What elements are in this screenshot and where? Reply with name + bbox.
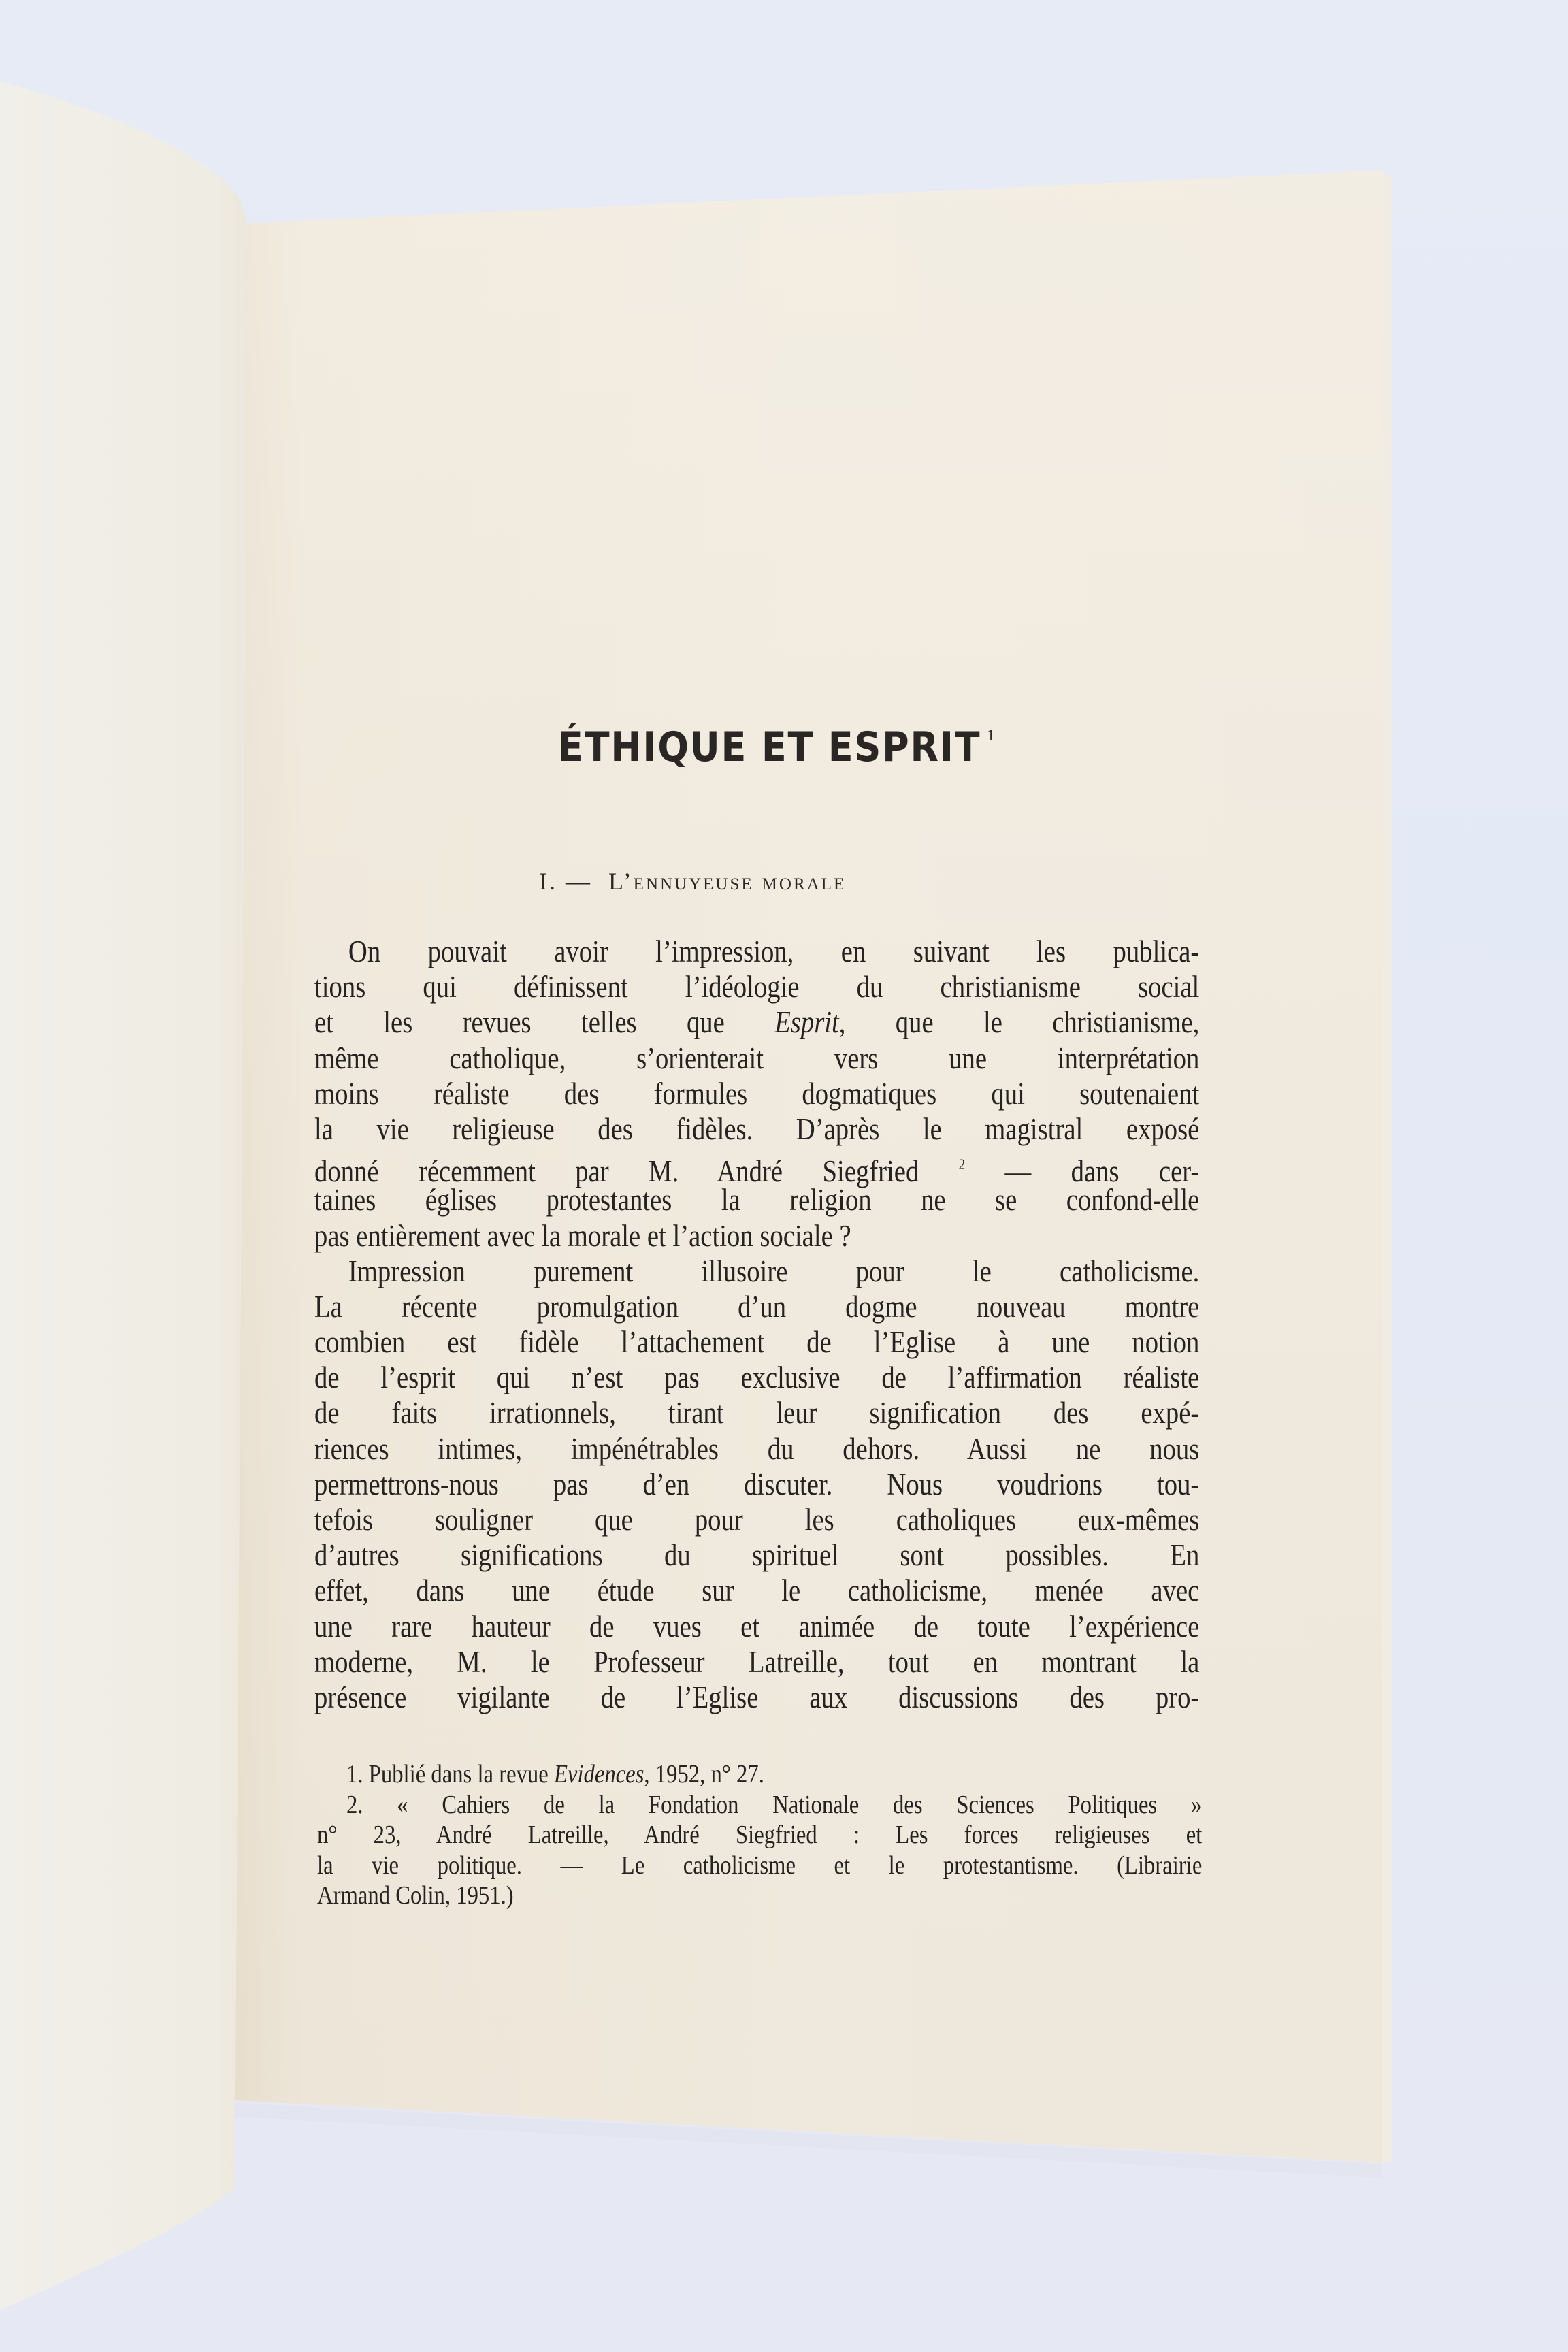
chapter-title — [558, 712, 995, 771]
body-paragraphs — [314, 934, 1199, 1715]
body-line: permettrons-nous pas d’en discuter. Nous voudrions tou- — [314, 1467, 1200, 1501]
chapter-title-text: ÉTHIQUE ET ESPRIT — [558, 723, 981, 771]
footnote-ref-2[interactable]: 2 — [958, 1156, 966, 1173]
body-line: riences intimes, impénétrables du dehors. Aussi ne nous — [314, 1431, 1200, 1466]
body-line: moderne, M. le Professeur Latreille, tout en montrant la — [314, 1644, 1200, 1679]
body-line: de l’esprit qui n’est pas exclusive de l’affirmation réaliste — [314, 1360, 1200, 1395]
body-line — [314, 1147, 1200, 1189]
section-title: L’ennuyeuse morale — [608, 868, 847, 895]
body-line-text: donné récemment par M. André Siegfried — [314, 1154, 919, 1189]
body-line: pas entièrement avec la morale et l’action sociale ? — [314, 1218, 851, 1253]
italic-evidences: Evidences — [553, 1760, 644, 1788]
body-line: On pouvait avoir l’impression, en suivant les publica- — [348, 934, 1200, 968]
body-line: Impression purement illusoire pour le catholicisme. — [348, 1254, 1200, 1288]
body-line: une rare hauteur de vues et animée de toute l’expérience — [314, 1609, 1200, 1644]
footnote-2-line: la vie politique. — Le catholicisme et le protestantisme. (Librairie — [317, 1850, 1203, 1880]
body-line: effet, dans une étude sur le catholicisme, menée avec — [314, 1573, 1200, 1608]
body-line: moins réaliste des formules dogmatiques qui soutenaient — [314, 1076, 1200, 1111]
body-line: d’autres significations du spirituel sont possibles. En — [314, 1538, 1200, 1573]
footnote-2-line: Armand Colin, 1951.) — [317, 1881, 514, 1910]
section-number: I. — — [539, 868, 592, 895]
body-line-text: et les revues telles que — [314, 1005, 775, 1040]
title-footnote-ref[interactable]: 1 — [987, 727, 995, 745]
footnote-text: , 1952, n° 27. — [644, 1760, 764, 1788]
body-line: La récente promulgation d’un dogme nouveau montre — [314, 1289, 1200, 1324]
footnote-text: 1. Publié dans la revue — [346, 1760, 554, 1788]
body-line: combien est fidèle l’attachement de l’Eglise à une notion — [314, 1325, 1200, 1360]
body-line: présence vigilante de l’Eglise aux discussions des pro- — [314, 1680, 1200, 1714]
footnote-2-line: n° 23, André Latreille, André Siegfried : Les forces religieuses et — [317, 1820, 1203, 1849]
body-line: même catholique, s’orienterait vers une interprétation — [314, 1041, 1200, 1075]
body-line: la vie religieuse des fidèles. D’après le magistral exposé — [314, 1111, 1200, 1146]
body-line: tefois souligner que pour les catholiques eux-mêmes — [314, 1503, 1200, 1537]
italic-esprit: Esprit — [774, 1005, 839, 1040]
body-line-text: , que le christianisme, — [838, 1005, 1200, 1040]
body-line: de faits irrationnels, tirant leur signification des expé- — [314, 1396, 1200, 1431]
body-line-text: — dans cer- — [965, 1154, 1200, 1189]
footnote-2-line: 2. « Cahiers de la Fondation Nationale des Sciences Politiques » — [346, 1790, 1203, 1819]
footnotes — [317, 1759, 1202, 1911]
body-line: taines églises protestantes la religion ne se confond-elle — [314, 1183, 1200, 1218]
section-heading — [539, 864, 846, 898]
footnote-1 — [317, 1759, 1202, 1790]
body-line: tions qui définissent l’idéologie du christianisme social — [314, 970, 1200, 1004]
body-line — [314, 1004, 1199, 1040]
